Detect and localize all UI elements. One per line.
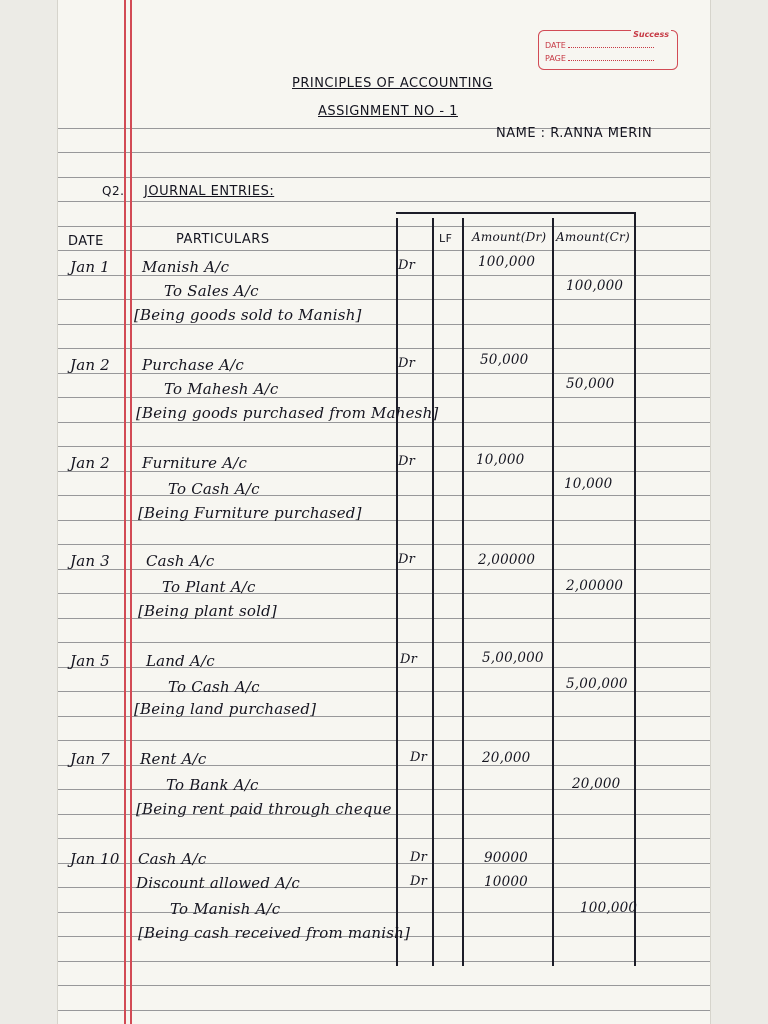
entry-date: Jan 3 [70,552,110,570]
entry-credit-account: To Plant A/c [162,578,256,596]
entry-amount-dr: 2,00000 [478,552,536,568]
entry-credit-account: To Bank A/c [166,776,259,794]
student-name: NAME : R.ANNA MERIN [496,126,653,141]
entry-credit-account: To Mahesh A/c [164,380,279,398]
table-top-rule [396,212,636,214]
col-amount-dr: Amount(Dr) [472,230,547,244]
entry-date: Jan 2 [70,356,110,374]
entry-amount-dr: 100,000 [478,254,536,270]
entry-date: Jan 7 [70,750,110,768]
entry-debit-account: Cash A/c [138,850,207,868]
entry-amount-dr: 5,00,000 [482,650,544,666]
entry-amount-cr: 100,000 [580,900,638,916]
entry-dr-mark: Dr [410,750,428,765]
stamp-date-label: DATE [545,41,566,50]
entry-amount-cr: 10,000 [564,476,613,492]
entry-dr-mark: Dr [400,652,418,667]
table-rule-amount-dr [552,218,554,966]
entry-narration: [Being goods sold to Manish] [134,306,362,324]
entry-dr-mark-2: Dr [410,874,428,889]
stamp-page-label: PAGE [545,54,566,63]
entry-amount-cr: 100,000 [566,278,624,294]
entry-narration: [Being cash received from manish] [138,924,411,942]
entry-date: Jan 10 [70,850,120,868]
col-lf: LF [439,232,453,245]
entry-narration: [Being goods purchased from Mahesh] [136,404,439,422]
entry-date: Jan 2 [70,454,110,472]
entry-debit-account: Furniture A/c [142,454,248,472]
margin-line-right [130,0,132,1024]
page-title: PRINCIPLES OF ACCOUNTING [292,76,493,91]
entry-dr-mark: Dr [398,258,416,273]
entry-debit-account: Purchase A/c [142,356,244,374]
question-title: JOURNAL ENTRIES: [144,184,275,199]
entry-debit-account: Cash A/c [146,552,215,570]
entry-amount-dr-2: 10000 [484,874,528,890]
entry-amount-dr: 20,000 [482,750,531,766]
assignment-number: ASSIGNMENT NO - 1 [318,104,458,119]
entry-dr-mark: Dr [410,850,428,865]
entry-amount-cr: 5,00,000 [566,676,628,692]
entry-amount-dr: 10,000 [476,452,525,468]
col-particulars: PARTICULARS [176,232,270,247]
entry-amount-dr: 90000 [484,850,528,866]
col-amount-cr: Amount(Cr) [556,230,630,244]
entry-credit-account: To Cash A/c [168,678,260,696]
entry-dr-mark: Dr [398,454,416,469]
entry-credit-account: To Cash A/c [168,480,260,498]
entry-debit-account: Rent A/c [140,750,207,768]
entry-debit-account: Manish A/c [142,258,230,276]
entry-narration: [Being land purchased] [134,700,317,718]
question-label: Q2. [102,184,125,198]
entry-debit-account-2: Discount allowed A/c [136,874,301,892]
entry-date: Jan 5 [70,652,110,670]
date-page-stamp [538,30,678,70]
entry-amount-cr: 50,000 [566,376,615,392]
entry-dr-mark: Dr [398,552,416,567]
entry-amount-dr: 50,000 [480,352,529,368]
table-rule-lf-left [432,218,434,966]
entry-narration: [Being plant sold] [138,602,277,620]
entry-credit-account: To Sales A/c [164,282,259,300]
table-rule-particulars [396,218,398,966]
entry-amount-cr: 2,00000 [566,578,624,594]
entry-dr-mark: Dr [398,356,416,371]
entry-amount-cr: 20,000 [572,776,621,792]
margin-line-left [124,0,126,1024]
entry-credit-account: To Manish A/c [170,900,281,918]
table-rule-amount-cr [634,212,636,966]
entry-debit-account: Land A/c [146,652,215,670]
table-rule-lf-right [462,218,464,966]
stamp-brand: Success [633,30,669,39]
entry-date: Jan 1 [70,258,110,276]
col-date: DATE [68,234,104,249]
entry-narration: [Being Furniture purchased] [138,504,362,522]
entry-narration: [Being rent paid through cheque [136,800,392,818]
